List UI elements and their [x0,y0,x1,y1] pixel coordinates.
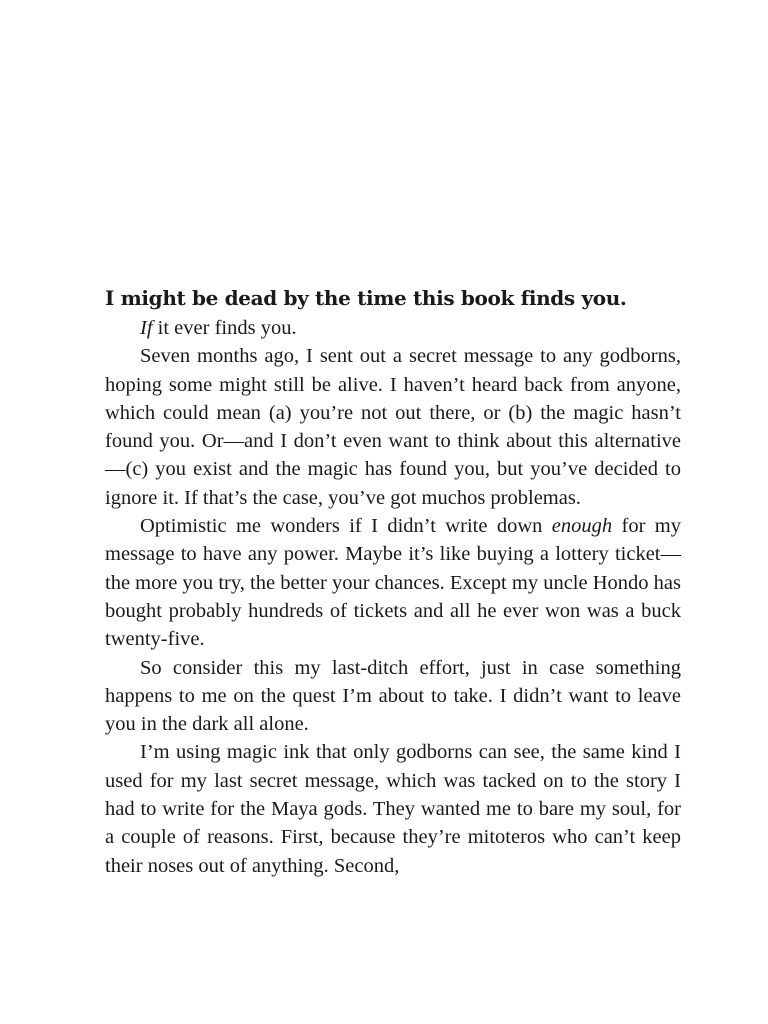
body-text [105,314,681,880]
chapter-opening-heading: I might be dead by the time this book finds you. [105,286,627,310]
italic-lead: If [140,317,153,339]
paragraph-3 [105,512,681,653]
paragraph-5 [105,738,681,879]
paragraph-text: for my message to have any power. Maybe it’s like buying a lottery ticket—the more you try, the better your chances. Except my uncle Hondo has bought probably hundreds of tickets and all he ever won was a buck twenty-five. [105,515,681,651]
paragraph-1 [105,314,681,342]
paragraph-text: So consider this my last-ditch effort, just in case something happens to me on the quest I’m about to take. I didn’t want to leave you in the dark all alone. [105,656,681,736]
paragraph-text: Seven months ago, I sent out a secret message to any godborns, hoping some might still be alive. I haven’t heard back from anyone, which could mean (a) you’re not out there, or (b) the magic hasn’t found you. Or—and I don’t even want to think about this alternative—(c) you exist and the magic has found you, but you’ve decided to ignore it. If that’s the case, you’ve got muchos problemas. [105,345,681,509]
paragraph-text: I’m using magic ink that only godborns can see, the same kind I used for my last secret message, which was tacked on to the story I had to write for the Maya gods. They wanted me to bare my soul, for a couple of reasons. First, because they’re mitoteros who can’t keep their noses out of anything. Second, [105,741,681,877]
paragraph-text: it ever finds you. [152,317,297,339]
italic-emphasis: enough [551,515,613,538]
paragraph-2 [105,342,681,512]
paragraph-text: Optimistic me wonders if I didn’t write down [140,515,552,538]
book-page [105,283,681,880]
paragraph-4 [105,654,681,739]
